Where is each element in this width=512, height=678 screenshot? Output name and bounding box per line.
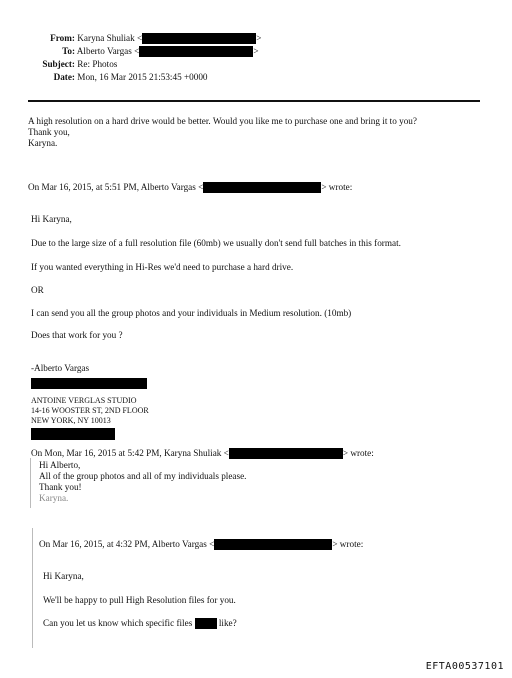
header-subject xyxy=(0,59,117,70)
quote1-intro-suffix: > wrote: xyxy=(321,182,353,192)
redaction-block xyxy=(229,448,343,459)
reply-line-2: Thank you, xyxy=(28,127,70,137)
redaction-block xyxy=(139,46,253,57)
quote3-intro-suffix: > wrote: xyxy=(332,539,364,549)
signature-name: -Alberto Vargas xyxy=(31,363,90,373)
quote2-line-1: Hi Alberto, xyxy=(39,460,81,470)
signature-redaction xyxy=(31,374,147,392)
date-value: Mon, 16 Mar 2015 21:53:45 +0000 xyxy=(77,72,208,82)
quote3-greeting: Hi Karyna, xyxy=(43,571,84,581)
to-label: To: xyxy=(62,46,75,56)
redaction-block xyxy=(31,428,115,440)
quote1-paragraph-3: OR xyxy=(31,285,44,295)
reply-line-1: A high resolution on a hard drive would be better. Would you like me to purchase one and bring it to you? xyxy=(28,116,417,126)
quote2-line-3: Thank you! xyxy=(39,482,82,492)
quote3-paragraph-2-suffix: like? xyxy=(218,618,237,628)
header-from xyxy=(0,33,261,44)
quote3-bar xyxy=(32,528,33,648)
to-close: > xyxy=(253,46,259,56)
header-divider xyxy=(28,100,480,102)
document-id: EFTA00537101 xyxy=(425,661,504,672)
quote1-paragraph-5: Does that work for you ? xyxy=(31,330,123,340)
quote2-intro xyxy=(31,448,374,459)
studio-line-3: NEW YORK, NY 10013 xyxy=(31,416,111,425)
quote3-paragraph-1: We'll be happy to pull High Resolution files for you. xyxy=(43,595,236,605)
quote2-bar xyxy=(30,458,31,508)
to-value: Alberto Vargas < xyxy=(76,46,140,56)
from-label: From: xyxy=(50,33,75,43)
redaction-block xyxy=(31,378,147,389)
quote2-line-2: All of the group photos and all of my individuals please. xyxy=(39,471,247,481)
quote3-paragraph-2-prefix: Can you let us know which specific files xyxy=(43,618,193,628)
redaction-block xyxy=(203,182,321,193)
quote3-intro-prefix: On Mar 16, 2015, at 4:32 PM, Alberto Vargas < xyxy=(39,539,215,549)
studio-line-1: ANTOINE VERGLAS STUDIO xyxy=(31,396,137,405)
quote1-greeting: Hi Karyna, xyxy=(31,214,72,224)
quote1-paragraph-2: If you wanted everything in Hi-Res we'd need to purchase a hard drive. xyxy=(31,262,294,272)
header-to xyxy=(0,46,259,57)
studio-redaction xyxy=(31,425,115,443)
header-date xyxy=(0,72,208,83)
redaction-block xyxy=(214,539,332,550)
quote1-intro xyxy=(28,182,352,193)
from-close: > xyxy=(256,33,262,43)
studio-line-2: 14-16 WOOSTER ST, 2ND FLOOR xyxy=(31,406,149,415)
date-label: Date: xyxy=(53,72,75,82)
quote2-intro-suffix: > wrote: xyxy=(342,448,374,458)
quote1-paragraph-1: Due to the large size of a full resolution file (60mb) we usually don't send full batches in this format. xyxy=(31,238,401,248)
from-value: Karyna Shuliak < xyxy=(77,33,143,43)
reply-line-3: Karyna. xyxy=(28,138,58,148)
quote1-intro-prefix: On Mar 16, 2015, at 5:51 PM, Alberto Vargas < xyxy=(28,182,204,192)
redaction-block xyxy=(195,618,217,629)
subject-label: Subject: xyxy=(42,59,75,69)
quote3-paragraph-2 xyxy=(43,618,237,629)
quote1-paragraph-4: I can send you all the group photos and your individuals in Medium resolution. (10mb) xyxy=(31,308,352,318)
quote2-line-4: Karyna. xyxy=(39,493,69,503)
redaction-block xyxy=(142,33,256,44)
quote2-intro-prefix: On Mon, Mar 16, 2015 at 5:42 PM, Karyna Shuliak < xyxy=(31,448,229,458)
subject-value: Re: Photos xyxy=(77,59,118,69)
quote3-intro xyxy=(39,539,363,550)
